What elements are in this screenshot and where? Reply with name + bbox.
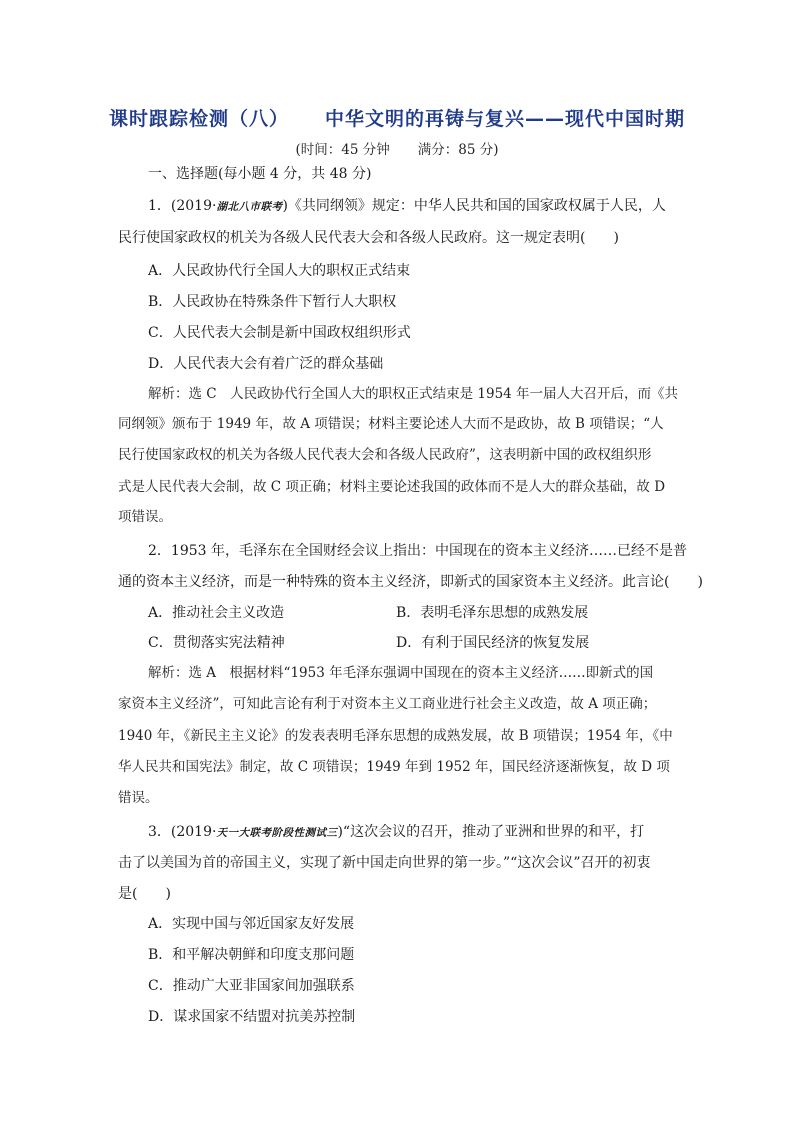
q2-option-b: B．表明毛泽东思想的成熟发展 (396, 605, 589, 621)
q3-line3: 是( ) (118, 886, 171, 902)
q1-source: 湖北八市联考 (216, 201, 283, 213)
title-right: 中华文明的再铸与复兴——现代中国时期 (325, 108, 686, 130)
q2-analysis-5: 错误。 (118, 790, 159, 806)
exam-info (0, 138, 794, 158)
q1-analysis-3: 民行使国家政权的机关为各级人民代表大会和各级人民政府”，这表明新中国的政权组织形 (118, 447, 652, 463)
q2-option-c: C．贯彻落实宪法精神 (148, 635, 285, 651)
q2-analysis-4: 华人民共和国宪法》制定，故 C 项错误；1949 年到 1952 年，国民经济逐渐恢复，故 D 项 (118, 759, 670, 775)
q1-option-b: B．人民政协在特殊条件下暂行人大职权 (148, 294, 397, 310)
exam-time: (时间：45 分钟 (295, 142, 390, 158)
q3-line1 (148, 822, 708, 843)
q3-option-d: D．谋求国家不结盟对抗美苏控制 (148, 1009, 356, 1025)
q1-analysis-2: 同纲领》颁布于 1949 年，故 A 项错误；材料主要论述人大而不是政协，故 B 项错误；“人 (118, 416, 664, 432)
q1-option-d: D．人民代表大会有着广泛的群众基础 (148, 356, 384, 372)
section-heading: 一、选择题(每小题 4 分，共 48 分) (148, 166, 372, 182)
q2-analysis-2: 家资本主义经济”，可知此言论有利于对资本主义工商业进行社会主义改造，故 A 项正确； (118, 696, 657, 712)
q1-number: 1．(2019· (148, 198, 217, 214)
q3-option-a: A．实现中国与邻近国家友好发展 (148, 916, 355, 932)
q3-line2: 击了以美国为首的帝国主义，实现了新中国走向世界的第一步。”“这次会议”召开的初衷 (118, 855, 651, 871)
q1-line2: 民行使国家政权的机关为各级人民代表大会和各级人民政府。这一规定表明( ) (118, 230, 619, 246)
q2-line1: 2．1953 年，毛泽东在全国财经会议上指出：中国现在的资本主义经济……已经不是普 (148, 543, 687, 559)
q2-option-a: A．推动社会主义改造 (148, 605, 285, 621)
q1-option-a: A．人民政协代行全国人大的职权正式结束 (148, 263, 411, 279)
q1-text1: )《共同纲领》规定：中华人民共和国的国家政权属于人民，人 (282, 198, 666, 214)
q1-line1 (148, 196, 708, 217)
title-left: 课时跟踪检测（八） (108, 108, 289, 130)
q2-analysis-1: 解析：选 A 根据材料“1953 年毛泽东强调中国现在的资本主义经济……即新式的国 (148, 665, 654, 681)
q1-option-c: C．人民代表大会制是新中国政权组织形式 (148, 325, 411, 341)
q2-line2: 通的资本主义经济，而是一种特殊的资本主义经济，即新式的国家资本主义经济。此言论( ) (118, 574, 703, 590)
q3-option-c: C．推动广大亚非国家间加强联系 (148, 978, 355, 994)
q1-analysis-1: 解析：选 C 人民政协代行全国人大的职权正式结束是 1954 年一届人大召开后，而《共 (148, 386, 679, 402)
q3-number: 3．(2019· (148, 824, 217, 840)
q1-analysis-5: 项错误。 (118, 509, 172, 525)
q2-analysis-3: 1940 年，《新民主主义论》的发表表明毛泽东思想的成熟发展，故 B 项错误；1954 年，《中 (118, 728, 673, 744)
q2-option-d: D．有利于国民经济的恢复发展 (396, 635, 590, 651)
page-title (0, 104, 794, 131)
q3-source: 天一大联考阶段性测试三 (216, 827, 338, 839)
exam-score: 满分：85 分) (417, 142, 499, 158)
q3-text1: )“这次会议的召开，推动了亚洲和世界的和平，打 (337, 824, 645, 840)
q3-option-b: B．和平解决朝鲜和印度支那问题 (148, 947, 355, 963)
q1-analysis-4: 式是人民代表大会制，故 C 项正确；材料主要论述我国的政体而不是人大的群众基础，故 D (118, 479, 666, 495)
